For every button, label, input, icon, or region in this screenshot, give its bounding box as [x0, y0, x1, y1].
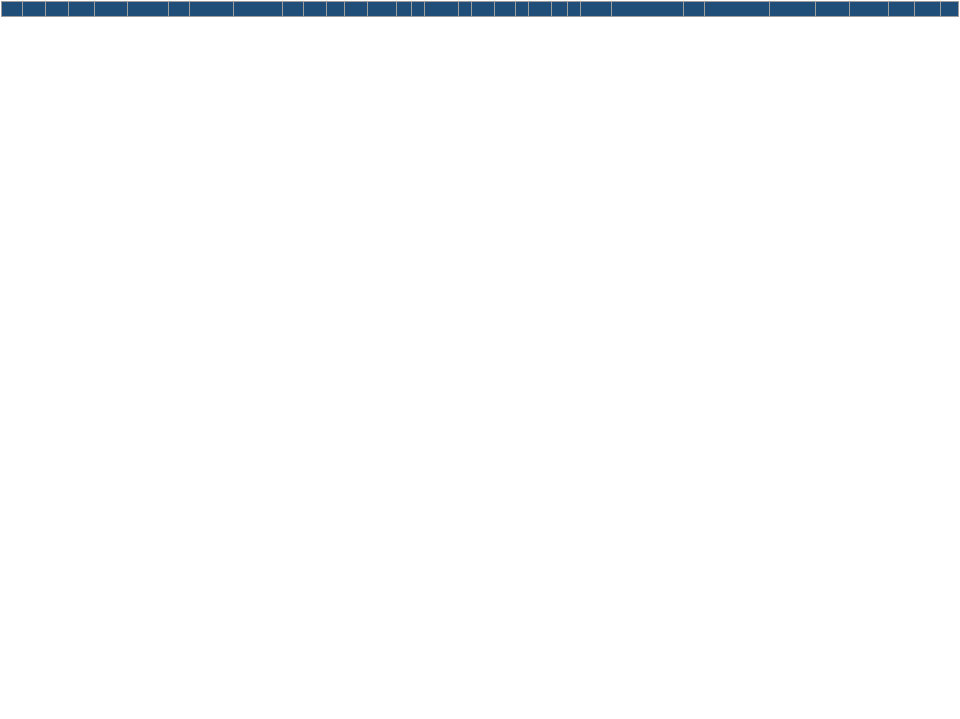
- column-header[interactable]: [515, 2, 528, 17]
- column-header[interactable]: [2, 2, 23, 17]
- column-header[interactable]: [22, 2, 45, 17]
- registry-table: [1, 1, 959, 17]
- column-header[interactable]: [233, 2, 282, 17]
- column-header[interactable]: [684, 2, 705, 17]
- column-header[interactable]: [580, 2, 611, 17]
- column-header[interactable]: [458, 2, 471, 17]
- column-header[interactable]: [940, 2, 958, 17]
- table-header: [2, 2, 959, 17]
- column-header[interactable]: [368, 2, 396, 17]
- column-header[interactable]: [46, 2, 69, 17]
- column-header[interactable]: [396, 2, 412, 17]
- column-header[interactable]: [425, 2, 459, 17]
- column-header[interactable]: [189, 2, 233, 17]
- column-header[interactable]: [567, 2, 580, 17]
- column-header[interactable]: [888, 2, 914, 17]
- column-header[interactable]: [303, 2, 326, 17]
- column-header[interactable]: [69, 2, 95, 17]
- column-header[interactable]: [345, 2, 368, 17]
- column-header[interactable]: [769, 2, 816, 17]
- column-header[interactable]: [528, 2, 551, 17]
- column-header[interactable]: [611, 2, 684, 17]
- column-header[interactable]: [849, 2, 888, 17]
- column-header[interactable]: [412, 2, 425, 17]
- column-header[interactable]: [914, 2, 940, 17]
- header-row: [2, 2, 959, 17]
- column-header[interactable]: [704, 2, 769, 17]
- column-header[interactable]: [495, 2, 516, 17]
- column-header[interactable]: [282, 2, 303, 17]
- column-header[interactable]: [95, 2, 127, 17]
- column-header[interactable]: [552, 2, 568, 17]
- column-header[interactable]: [326, 2, 344, 17]
- column-header[interactable]: [127, 2, 168, 17]
- column-header[interactable]: [169, 2, 190, 17]
- column-header[interactable]: [816, 2, 850, 17]
- column-header[interactable]: [471, 2, 494, 17]
- registry-sheet: [1, 1, 959, 717]
